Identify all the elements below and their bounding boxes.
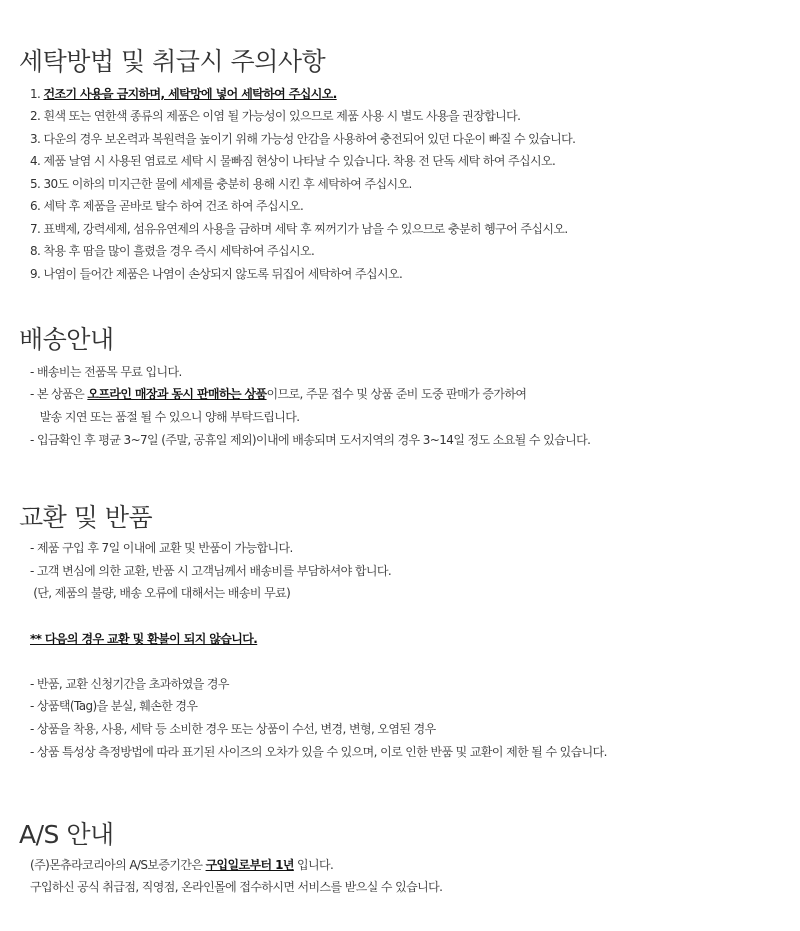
shipping-item-1: - 배송비는 전품목 무료 입니다. xyxy=(30,365,182,379)
care-item-6: 6. 세탁 후 제품을 곧바로 탈수 하여 건조 하여 주십시오. xyxy=(30,199,304,213)
returns-exclusion-3: - 상품을 착용, 사용, 세탁 등 소비한 경우 또는 상품이 수선, 변경, 변형, 오염된 경우 xyxy=(30,722,436,736)
shipping-item-3: - 입금확인 후 평균 3~7일 (주말, 공휴일 제외)이내에 배송되며 도서지역의 경우 3~14일 정도 소요될 수 있습니다. xyxy=(30,433,591,447)
returns-exclusion-4: - 상품 특성상 측정방법에 따라 표기된 사이즈의 오차가 있을 수 있으며, 이로 인한 반품 및 교환이 제한 될 수 있습니다. xyxy=(30,745,607,759)
care-section-title: 세탁방법 및 취급시 주의사항 xyxy=(19,47,326,76)
returns-exclusion-heading: ** 다음의 경우 교환 및 환불이 되지 않습니다. xyxy=(30,632,258,646)
care-item-1: 1. 건조기 사용을 금지하며, 세탁망에 넣어 세탁하여 주십시오. xyxy=(30,87,337,101)
care-item-7: 7. 표백제, 강력세제, 섬유유연제의 사용을 금하며 세탁 후 찌꺼기가 남을 수 있으므로 충분히 헹구어 주십시오. xyxy=(30,222,568,236)
care-item-5: 5. 30도 이하의 미지근한 물에 세제를 충분히 용해 시킨 후 세탁하여 주십시오. xyxy=(30,177,412,191)
as-item-1: (주)몬츄라코리아의 A/S보증기간은 구입일로부터 1년 입니다. xyxy=(30,858,334,872)
care-item-4: 4. 제품 날염 시 사용된 염료로 세탁 시 물빠짐 현상이 나타날 수 있습니다. 착용 전 단독 세탁 하여 주십시오. xyxy=(30,154,556,168)
care-item-2: 2. 흰색 또는 연한색 종류의 제품은 이염 될 가능성이 있으므로 제품 사용 시 별도 사용을 권장합니다. xyxy=(30,109,521,123)
returns-exclusion-2: - 상품택(Tag)을 분실, 훼손한 경우 xyxy=(30,699,198,713)
as-section-title: A/S 안내 xyxy=(19,820,114,849)
as-item-2: 구입하신 공식 취급점, 직영점, 온라인몰에 접수하시면 서비스를 받으실 수 있습니다. xyxy=(30,880,443,894)
returns-section-title: 교환 및 반품 xyxy=(19,503,153,532)
returns-item-note: (단, 제품의 불량, 배송 오류에 대해서는 배송비 무료) xyxy=(30,586,291,600)
shipping-item-2: - 본 상품은 오프라인 매장과 동시 판매하는 상품이므로, 주문 접수 및 상품 준비 도중 판매가 증가하여 xyxy=(30,387,527,401)
shipping-section-title: 배송안내 xyxy=(19,325,114,354)
shipping-item-2-cont: 발송 지연 또는 품절 될 수 있으니 양해 부탁드립니다. xyxy=(30,410,300,424)
returns-item-1: - 제품 구입 후 7일 이내에 교환 및 반품이 가능합니다. xyxy=(30,541,293,555)
returns-item-2: - 고객 변심에 의한 교환, 반품 시 고객님께서 배송비를 부담하셔야 합니다. xyxy=(30,564,392,578)
care-item-8: 8. 착용 후 땀을 많이 흘렸을 경우 즉시 세탁하여 주십시오. xyxy=(30,244,315,258)
returns-exclusion-1: - 반품, 교환 신청기간을 초과하였을 경우 xyxy=(30,677,229,691)
care-item-9: 9. 나염이 들어간 제품은 나염이 손상되지 않도록 뒤집어 세탁하여 주십시오. xyxy=(30,267,403,281)
care-item-3: 3. 다운의 경우 보온력과 복원력을 높이기 위해 가능성 안감을 사용하여 충전되어 있던 다운이 빠질 수 있습니다. xyxy=(30,132,576,146)
